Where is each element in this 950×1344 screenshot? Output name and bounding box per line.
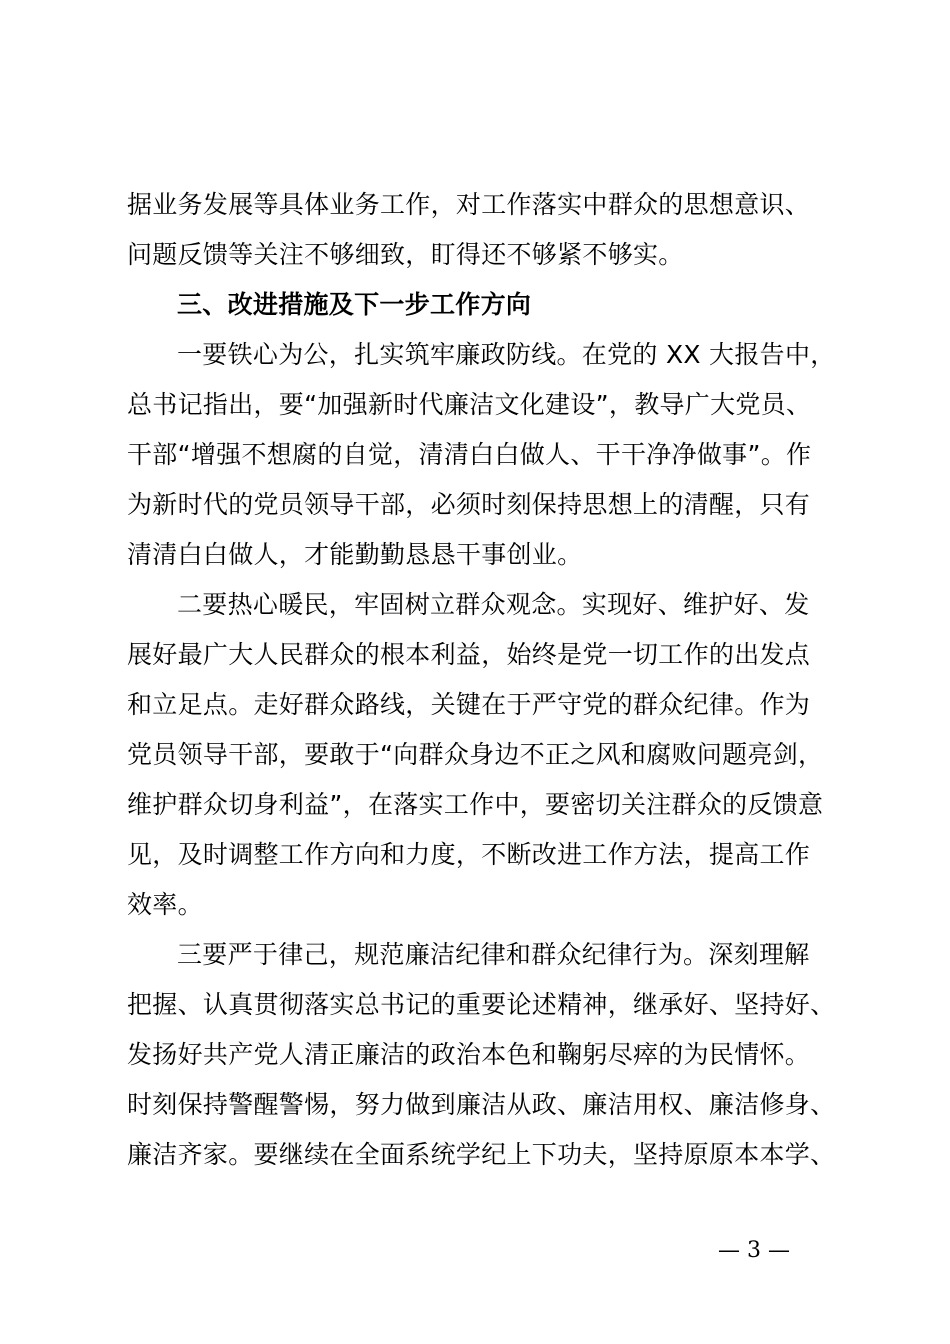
paragraph-line: 一要铁心为公，扎实筑牢廉政防线。在党的 XX 大报告中， (177, 340, 836, 369)
paragraph-line: 干部“增强不想腐的自觉，清清白白做人、干干净净做事”。作 (127, 440, 812, 469)
paragraph-line: 时刻保持警醒警惕，努力做到廉洁从政、廉洁用权、廉洁修身、 (127, 1090, 836, 1119)
paragraph-line: 廉洁齐家。要继续在全面系统学纪上下功夫，坚持原原本本学、 (127, 1140, 836, 1169)
paragraph-line: 问题反馈等关注不够细致，盯得还不够紧不够实。 (127, 240, 684, 269)
paragraph-line: 清清白白做人，才能勤勤恳恳干事创业。 (127, 540, 583, 569)
paragraph-line: 为新时代的党员领导干部，必须时刻保持思想上的清醒，只有 (127, 490, 811, 519)
paragraph-line: 发扬好共产党人清正廉洁的政治本色和鞠躬尽瘁的为民情怀。 (127, 1040, 811, 1069)
paragraph-line: 总书记指出，要“加强新时代廉洁文化建设”，教导广大党员、 (127, 390, 812, 419)
paragraph-line: 把握、认真贯彻落实总书记的重要论述精神，继承好、坚持好、 (127, 990, 836, 1019)
section-heading: 三、改进措施及下一步工作方向 (177, 290, 532, 319)
paragraph-line: 效率。 (127, 890, 203, 919)
paragraph-line: 据业务发展等具体业务工作，对工作落实中群众的思想意识、 (127, 190, 811, 219)
paragraph-line: 二要热心暖民，牢固树立群众观念。实现好、维护好、发 (177, 590, 810, 619)
paragraph-line: 见，及时调整工作方向和力度，不断改进工作方法，提高工作 (127, 840, 811, 869)
paragraph-line: 三要严于律己，规范廉洁纪律和群众纪律行为。深刻理解 (177, 940, 810, 969)
page-number: — 3 — (718, 1238, 790, 1263)
paragraph-line: 维护群众切身利益”，在落实工作中，要密切关注群众的反馈意 (127, 790, 824, 819)
document-body (127, 180, 836, 1180)
paragraph-line: 党员领导干部，要敢于“向群众身边不正之风和腐败问题亮剑， (127, 740, 824, 769)
paragraph-line: 展好最广大人民群众的根本利益，始终是党一切工作的出发点 (127, 640, 811, 669)
paragraph-line: 和立足点。走好群众路线，关键在于严守党的群众纪律。作为 (127, 690, 811, 719)
